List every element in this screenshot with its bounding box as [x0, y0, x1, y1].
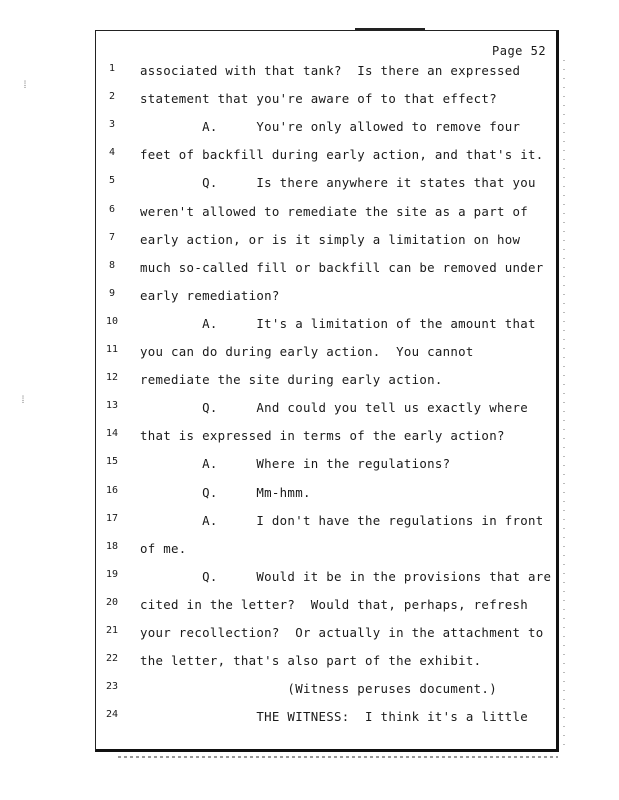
line-number: 22 — [105, 653, 119, 665]
line-text: your recollection? Or actually in the attachment to — [140, 625, 544, 640]
line-text: cited in the letter? Would that, perhaps, refresh — [140, 596, 528, 612]
line-number: 21 — [105, 625, 119, 636]
line-text: A. I don't have the regulations in front — [140, 512, 544, 528]
line-number: 23 — [105, 681, 119, 693]
transcript-line — [0, 173, 619, 201]
page-number: Page 52 — [492, 44, 547, 58]
transcript-line — [0, 454, 619, 482]
line-text: Q. Would it be in the provisions that are — [140, 568, 552, 584]
line-text: A. You're only allowed to remove four — [140, 119, 521, 135]
line-text: remediate the site during early action. — [140, 372, 443, 388]
line-text: you can do during early action. You cannot — [140, 344, 474, 359]
line-number: 18 — [105, 540, 119, 552]
transcript-line — [0, 342, 619, 370]
transcript-line — [0, 145, 619, 173]
line-text: weren't allowed to remediate the site as a part of — [140, 203, 528, 219]
line-text: Q. Is there anywhere it states that you — [140, 175, 536, 191]
line-text: THE WITNESS: I think it's a little — [140, 709, 528, 725]
line-number: 12 — [105, 372, 119, 384]
line-text: A. Where in the regulations? — [140, 456, 451, 472]
line-number: 19 — [105, 568, 119, 580]
line-number: 16 — [105, 484, 119, 496]
transcript-line — [0, 595, 619, 623]
line-number: 4 — [108, 147, 116, 159]
line-number: 2 — [108, 91, 116, 103]
line-number: 3 — [108, 119, 116, 131]
transcript-line — [0, 314, 619, 342]
line-text: A. It's a limitation of the amount that — [140, 315, 536, 331]
margin-speck-1: ⁞ — [22, 80, 29, 91]
line-number: 5 — [108, 175, 116, 187]
line-text: that is expressed in terms of the early action? — [140, 428, 505, 444]
transcript-line — [0, 483, 619, 511]
transcript-line — [0, 398, 619, 426]
transcript-line — [0, 426, 619, 454]
line-text: the letter, that's also part of the exhibit. — [140, 653, 482, 669]
transcript-line — [0, 539, 619, 567]
line-number: 13 — [105, 400, 119, 412]
transcript-line — [0, 117, 619, 145]
transcript-line — [0, 286, 619, 314]
transcript-line — [0, 623, 619, 651]
line-text: of me. — [140, 540, 187, 556]
line-number: 15 — [105, 456, 119, 468]
transcript-line — [0, 567, 619, 595]
line-number: 10 — [105, 315, 119, 327]
transcript-line — [0, 370, 619, 398]
line-text: statement that you're aware of to that effect? — [140, 91, 497, 107]
line-text: early action, or is it simply a limitation on how — [140, 231, 521, 247]
footer-scan-noise — [118, 756, 558, 758]
transcript-line — [0, 707, 619, 735]
line-number: 14 — [105, 428, 119, 440]
line-text: associated with that tank? Is there an expressed — [140, 63, 521, 78]
line-number: 7 — [108, 231, 116, 243]
line-number: 9 — [108, 287, 116, 299]
line-text: much so-called fill or backfill can be removed under — [140, 259, 544, 275]
line-text: Q. Mm-hmm. — [140, 484, 311, 500]
transcript-line — [0, 258, 619, 286]
line-number: 8 — [108, 259, 116, 271]
transcript-line — [0, 230, 619, 258]
line-text: Q. And could you tell us exactly where — [140, 400, 528, 416]
transcript-line — [0, 651, 619, 679]
transcript-line — [0, 679, 619, 707]
line-number: 17 — [105, 512, 119, 524]
line-text: early remediation? — [140, 287, 280, 303]
line-number: 24 — [105, 709, 119, 721]
line-number: 11 — [105, 344, 119, 355]
transcript-line — [0, 61, 619, 89]
margin-speck-2: ⁞ — [20, 395, 27, 406]
transcript-line — [0, 202, 619, 230]
line-number: 20 — [105, 596, 119, 608]
transcript-line — [0, 511, 619, 539]
transcript-line — [0, 89, 619, 117]
line-text: feet of backfill during early action, and that's it. — [140, 147, 544, 163]
line-text: (Witness peruses document.) — [140, 681, 497, 697]
line-number: 1 — [108, 63, 116, 74]
line-number: 6 — [108, 203, 116, 215]
